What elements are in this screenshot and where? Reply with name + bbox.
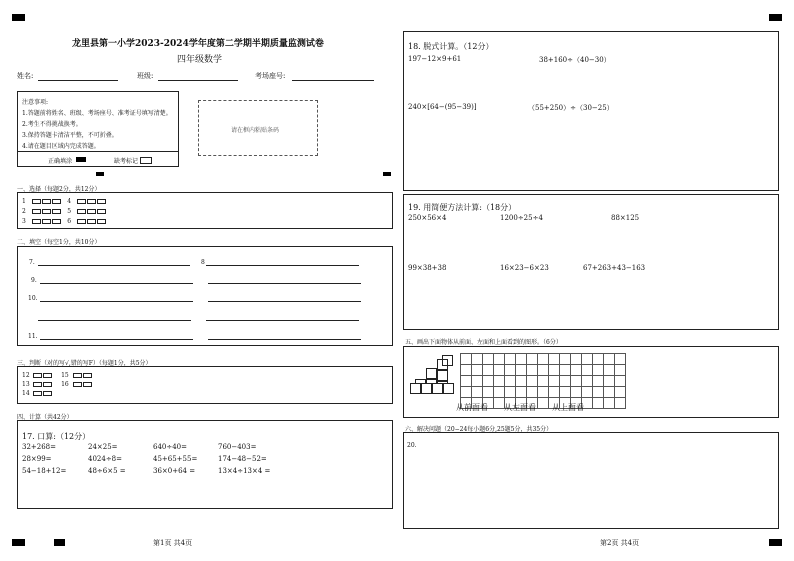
grid-cell[interactable] xyxy=(560,354,571,365)
notice-divider xyxy=(18,151,178,152)
exam-title: 龙里县第一小学2023-2024学年度第二学期半期质量监测试卷 xyxy=(72,39,324,49)
exam-subtitle: 四年级数学 xyxy=(177,55,223,65)
option-t[interactable] xyxy=(73,382,82,387)
grid-cell[interactable] xyxy=(593,376,604,387)
grid-cell[interactable] xyxy=(560,365,571,376)
option-f[interactable] xyxy=(43,373,52,378)
grid-cell[interactable] xyxy=(472,387,483,398)
fill-section-title: 二、填空（每空1分，共10分） xyxy=(17,239,101,246)
seat-label: 考场座号: xyxy=(255,72,286,80)
q17-item: 640÷40= xyxy=(153,443,187,451)
seat-field[interactable] xyxy=(292,80,374,81)
grid-cell[interactable] xyxy=(516,376,527,387)
grid-cell[interactable] xyxy=(593,387,604,398)
grid-cell[interactable] xyxy=(483,365,494,376)
grid-cell[interactable] xyxy=(494,387,505,398)
corner-mark-tl xyxy=(12,14,25,21)
grid-cell[interactable] xyxy=(516,365,527,376)
solve-box xyxy=(403,432,779,529)
fill-label: 11. xyxy=(28,333,38,340)
absent-mark-label: 缺考标记 xyxy=(114,158,139,165)
fill-label: 10. xyxy=(28,295,38,302)
q17-item: 32+268= xyxy=(22,443,56,451)
judge-section-title: 三、判断（对的写√,错的写F）（每题1分，共5分） xyxy=(17,360,152,367)
grid-cell[interactable] xyxy=(571,365,582,376)
fill-line[interactable] xyxy=(40,301,193,302)
grid-cell[interactable] xyxy=(549,387,560,398)
choice-section-title: 一、选择（每题2分，共12分） xyxy=(17,186,101,193)
q17-item: 174−48−52= xyxy=(218,455,267,463)
notice-item: 1.答题前将姓名、班级、考场座号、准考证号填写清楚。 xyxy=(22,110,172,117)
top-view-label: 从上面看 xyxy=(552,403,584,412)
q17-item: 48÷6×5 = xyxy=(88,467,126,475)
option-c[interactable] xyxy=(52,199,61,204)
grid-cell[interactable] xyxy=(494,354,505,365)
grid-cell[interactable] xyxy=(527,365,538,376)
fill-label: 9. xyxy=(31,277,37,284)
correct-fill-label: 正确填涂 xyxy=(48,158,73,165)
grid-cell[interactable] xyxy=(505,354,516,365)
grid-cell[interactable] xyxy=(483,354,494,365)
grid-cell[interactable] xyxy=(483,387,494,398)
q18-item: 38+160÷（40−30） xyxy=(539,56,611,64)
class-label: 班级: xyxy=(137,72,154,80)
grid-cell[interactable] xyxy=(472,354,483,365)
correct-fill-sample xyxy=(76,157,86,162)
option-b[interactable] xyxy=(87,209,96,214)
grid-cell[interactable] xyxy=(472,376,483,387)
grid-cell[interactable] xyxy=(615,365,626,376)
q19-item: 67+263+43−163 xyxy=(583,264,646,272)
option-a[interactable] xyxy=(32,199,41,204)
drawing-grid[interactable] xyxy=(460,353,626,409)
q17-item: 54−18+12= xyxy=(22,467,67,475)
grid-cell[interactable] xyxy=(505,387,516,398)
grid-cell[interactable] xyxy=(615,376,626,387)
judge-row: 12 15 xyxy=(22,372,93,379)
q19-item: 99×38+38 xyxy=(408,264,447,272)
option-t[interactable] xyxy=(33,391,42,396)
absent-mark-box[interactable] xyxy=(140,157,152,164)
option-a[interactable] xyxy=(32,209,41,214)
notice-item: 2.考生不得挑战换考。 xyxy=(22,121,82,128)
grid-cell[interactable] xyxy=(527,354,538,365)
fill-line[interactable] xyxy=(38,320,191,321)
grid-cell[interactable] xyxy=(560,387,571,398)
grid-cell[interactable] xyxy=(505,365,516,376)
grid-cell[interactable] xyxy=(604,398,615,409)
fill-line[interactable] xyxy=(206,320,359,321)
option-b[interactable] xyxy=(42,199,51,204)
grid-cell[interactable] xyxy=(593,365,604,376)
fill-line[interactable] xyxy=(40,283,193,284)
q19-box xyxy=(403,194,779,330)
calc-section-title: 四、计算（共42分） xyxy=(17,414,73,421)
q19-title: 19. 用简便方法计算:（18分） xyxy=(408,203,517,212)
option-b[interactable] xyxy=(87,219,96,224)
grid-cell[interactable] xyxy=(538,376,549,387)
name-field[interactable] xyxy=(38,80,118,81)
q18-item: 197−12×9+61 xyxy=(408,55,462,63)
grid-cell[interactable] xyxy=(461,376,472,387)
timing-mark-1 xyxy=(96,172,104,176)
option-t[interactable] xyxy=(33,373,42,378)
grid-cell[interactable] xyxy=(516,387,527,398)
choice-row: 2 5 xyxy=(22,208,107,215)
q17-item: 28×99= xyxy=(22,455,52,463)
fill-line[interactable] xyxy=(208,301,361,302)
front-view-label: 从前面看 xyxy=(456,403,488,412)
option-f[interactable] xyxy=(43,391,52,396)
grid-cell[interactable] xyxy=(538,387,549,398)
grid-cell[interactable] xyxy=(582,387,593,398)
grid-cell[interactable] xyxy=(604,354,615,365)
q18-item: 240×[64−(95−39)] xyxy=(408,103,477,111)
solve-section-title: 六、解决问题（20−24每小题6分,25题5分，共35分） xyxy=(405,426,553,433)
grid-cell[interactable] xyxy=(494,365,505,376)
judge-box xyxy=(17,366,393,404)
grid-cell[interactable] xyxy=(560,376,571,387)
q17-item: 760−403= xyxy=(218,443,257,451)
q17-item: 4024÷8= xyxy=(88,455,122,463)
q17-item: 13×4÷13×4 = xyxy=(218,467,271,475)
grid-cell[interactable] xyxy=(615,398,626,409)
fill-label: 7. xyxy=(29,259,35,266)
option-c[interactable] xyxy=(97,199,106,204)
grid-cell[interactable] xyxy=(461,365,472,376)
grid-cell[interactable] xyxy=(494,398,505,409)
choice-box xyxy=(17,192,393,229)
grid-cell[interactable] xyxy=(549,376,560,387)
choice-row: 1 4 xyxy=(22,198,107,205)
grid-cell[interactable] xyxy=(538,365,549,376)
view-box xyxy=(403,346,779,418)
fill-line[interactable] xyxy=(40,339,193,340)
option-b[interactable] xyxy=(42,209,51,214)
grid-cell[interactable] xyxy=(593,398,604,409)
q17-title: 17. 口算:（12分） xyxy=(22,432,91,441)
fill-line[interactable] xyxy=(208,283,361,284)
grid-cell[interactable] xyxy=(604,365,615,376)
grid-cell[interactable] xyxy=(582,354,593,365)
grid-cell[interactable] xyxy=(538,398,549,409)
option-c[interactable] xyxy=(97,209,106,214)
corner-mark-bl xyxy=(12,539,25,546)
option-t[interactable] xyxy=(33,382,42,387)
option-a[interactable] xyxy=(32,219,41,224)
fill-line[interactable] xyxy=(208,339,361,340)
grid-cell[interactable] xyxy=(571,354,582,365)
grid-cell[interactable] xyxy=(604,387,615,398)
judge-row: 14 xyxy=(22,390,53,397)
option-f[interactable] xyxy=(43,382,52,387)
calc-box xyxy=(17,420,393,509)
grid-cell[interactable] xyxy=(527,387,538,398)
grid-cell[interactable] xyxy=(571,376,582,387)
view-section-title: 五、画出下面物体从前面、左面和上面看到的图形。（6分） xyxy=(405,339,562,346)
grid-cell[interactable] xyxy=(549,365,560,376)
grid-cell[interactable] xyxy=(582,365,593,376)
fill-line[interactable] xyxy=(206,265,359,266)
option-c[interactable] xyxy=(52,219,61,224)
option-b[interactable] xyxy=(87,199,96,204)
judge-row: 13 16 xyxy=(22,381,93,388)
fill-line[interactable] xyxy=(38,265,190,266)
grid-cell[interactable] xyxy=(527,376,538,387)
grid-cell[interactable] xyxy=(549,354,560,365)
grid-cell[interactable] xyxy=(615,354,626,365)
grid-cell[interactable] xyxy=(615,387,626,398)
class-field[interactable] xyxy=(158,80,238,81)
q17-item: 36×0+64 = xyxy=(153,467,196,475)
left-view-label: 从左面看 xyxy=(504,403,536,412)
cube-figure xyxy=(410,355,458,401)
grid-cell[interactable] xyxy=(538,354,549,365)
option-b[interactable] xyxy=(42,219,51,224)
q17-item: 24×25= xyxy=(88,443,118,451)
q18-box xyxy=(403,31,779,191)
name-label: 姓名: xyxy=(17,72,34,80)
option-f[interactable] xyxy=(83,373,92,378)
option-f[interactable] xyxy=(83,382,92,387)
notice-title: 注意事项: xyxy=(22,99,49,106)
choice-row: 3 6 xyxy=(22,218,107,225)
fill-label: 8 xyxy=(201,259,205,266)
grid-cell[interactable] xyxy=(461,354,472,365)
q19-item: 250×56×4 xyxy=(408,214,447,222)
q19-item: 1200÷25÷4 xyxy=(500,214,543,222)
grid-cell[interactable] xyxy=(461,387,472,398)
q19-item: 88×125 xyxy=(611,214,640,222)
notice-item: 4.请在题目区域内完成答题。 xyxy=(22,143,100,150)
barcode-label: 请在框内粘贴条码 xyxy=(231,127,280,134)
grid-cell[interactable] xyxy=(505,376,516,387)
option-c[interactable] xyxy=(52,209,61,214)
grid-cell[interactable] xyxy=(494,376,505,387)
option-a[interactable] xyxy=(77,199,86,204)
corner-mark-br xyxy=(769,539,782,546)
q17-item: 45+65+55= xyxy=(153,455,198,463)
grid-cell[interactable] xyxy=(571,387,582,398)
timing-mark-2 xyxy=(383,172,391,176)
grid-cell[interactable] xyxy=(483,376,494,387)
corner-mark-tr xyxy=(769,14,782,21)
option-a[interactable] xyxy=(77,209,86,214)
footer-left: 第1页 共4页 xyxy=(153,539,193,547)
grid-cell[interactable] xyxy=(604,376,615,387)
barcode-area xyxy=(198,100,318,156)
grid-cell[interactable] xyxy=(582,376,593,387)
notice-item: 3.保持答题卡清洁平整，不可折叠。 xyxy=(22,132,118,139)
footer-right: 第2页 共4页 xyxy=(600,539,640,547)
q18-title: 18. 脱式计算。（12分） xyxy=(408,42,494,51)
option-c[interactable] xyxy=(97,219,106,224)
q20-label: 20. xyxy=(407,442,417,449)
q18-item: （55+250）÷（30−25） xyxy=(528,104,614,112)
option-a[interactable] xyxy=(77,219,86,224)
notice-box xyxy=(17,91,179,167)
grid-cell[interactable] xyxy=(516,354,527,365)
option-t[interactable] xyxy=(73,373,82,378)
q19-item: 16×23−6×23 xyxy=(500,264,549,272)
fill-box xyxy=(17,246,393,346)
corner-mark-bl2 xyxy=(54,539,65,546)
grid-cell[interactable] xyxy=(472,365,483,376)
grid-cell[interactable] xyxy=(593,354,604,365)
